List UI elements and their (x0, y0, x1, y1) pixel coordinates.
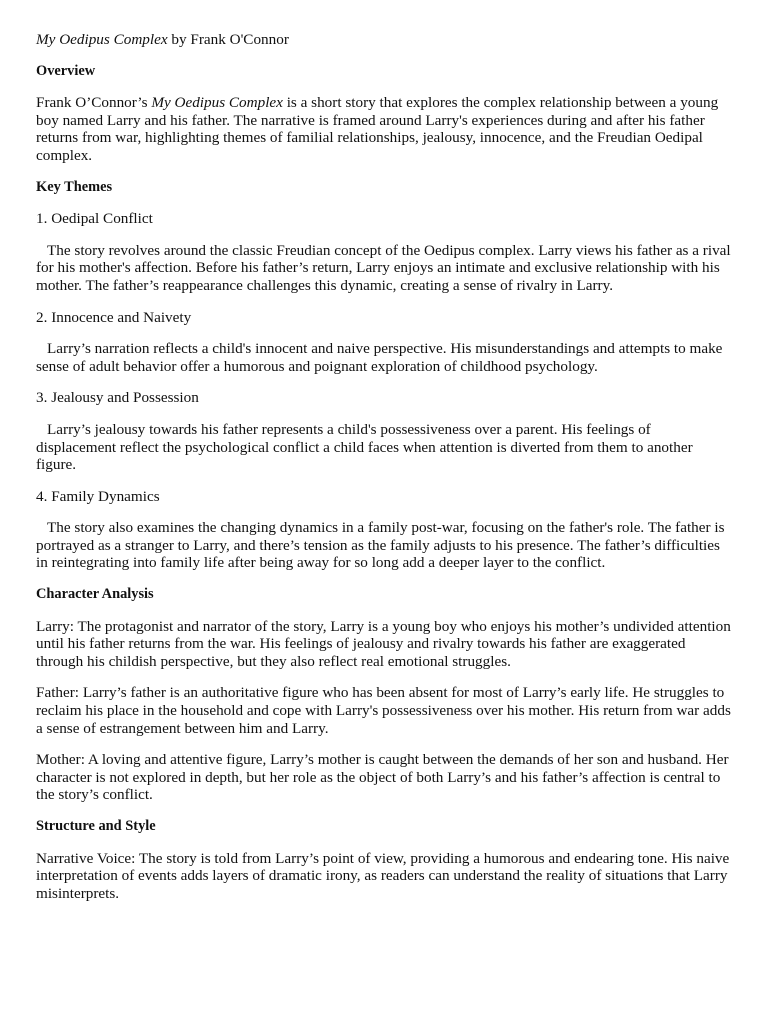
overview-lead: Frank O’Connor’s (36, 94, 152, 112)
title-rest: by Frank O'Connor (167, 31, 289, 48)
theme-3-title: 3. Jealousy and Possession (36, 389, 199, 407)
theme-2-title: 2. Innocence and Naivety (36, 308, 192, 326)
theme-1-title: 1. Oedipal Conflict (36, 210, 153, 228)
character-larry-paragraph: Larry: The protagonist and narrator of the story, Larry is a young boy who enjoys his mother’s undivided attention until his father returns from the war. His feelings of jealousy and rivalry towards his father are exaggerated through his childish perspective, but they also reflect real emotional struggles. (36, 617, 731, 670)
narrative-voice-paragraph: Narrative Voice: The story is told from Larry’s point of view, providing a humorous and endearing tone. His naive interpretation of events adds layers of dramatic irony, as readers can understand the reality of situations that Larry misinterprets. (36, 849, 730, 902)
theme-2-body: Larry’s narration reflects a child's innocent and naive perspective. His misunderstandings and attempts to make sense of adult behavior offer a humorous and poignant exploration of childhood psychology. (36, 340, 723, 375)
theme-1-body: The story revolves around the classic Freudian concept of the Oedipus complex. Larry views his father as a rival for his mother's affection. Before his father’s return, Larry enjoys an intimate and exclusive relationship with his mother. The father’s reappearance challenges this dynamic, creating a sense of rivalry in Larry. (36, 241, 731, 294)
overview-body: is a short story that explores the complex relationship between a young boy named Larry and his father. The narrative is framed around Larry's experiences during and after his father returns from war, highlighting themes of familial relationships, jealousy, innocence, and the Freudian Oedipal complex. (36, 94, 719, 164)
document-title (36, 31, 732, 49)
overview-italic-title: My Oedipus Complex (151, 94, 283, 112)
character-mother-paragraph: Mother: A loving and attentive figure, Larry’s mother is caught between the demands of her son and husband. Her character is not explored in depth, but her role as the object of both Larry’s and his father’s affection is central to the story’s conflict. (36, 751, 729, 804)
character-father-paragraph: Father: Larry’s father is an authoritative figure who has been absent for most of Larry’s early life. He struggles to reclaim his place in the household and cope with Larry's possessiveness over his mother. His return from war adds a sense of estrangement between him and Larry. (36, 684, 731, 737)
overview-heading: Overview (36, 62, 96, 79)
overview-paragraph (36, 94, 732, 164)
theme-4-title: 4. Family Dynamics (36, 487, 160, 505)
theme-3-body: Larry’s jealousy towards his father represents a child's possessiveness over a parent. His feelings of displacement reflect the psychological conflict a child faces when attention is diverted from them to another figure. (36, 420, 693, 474)
structure-style-heading: Structure and Style (36, 818, 156, 834)
theme-4-body: The story also examines the changing dynamics in a family post-war, focusing on the father's role. The father is portrayed as a stranger to Larry, and there’s tension as the family adjusts to his presence. The father’s difficulties in reintegrating into family life after being away for so long add a deeper layer to the conflict. (36, 519, 725, 572)
character-analysis-heading: Character Analysis (36, 586, 154, 603)
title-italic: My Oedipus Complex (36, 31, 168, 48)
key-themes-heading: Key Themes (36, 178, 113, 195)
